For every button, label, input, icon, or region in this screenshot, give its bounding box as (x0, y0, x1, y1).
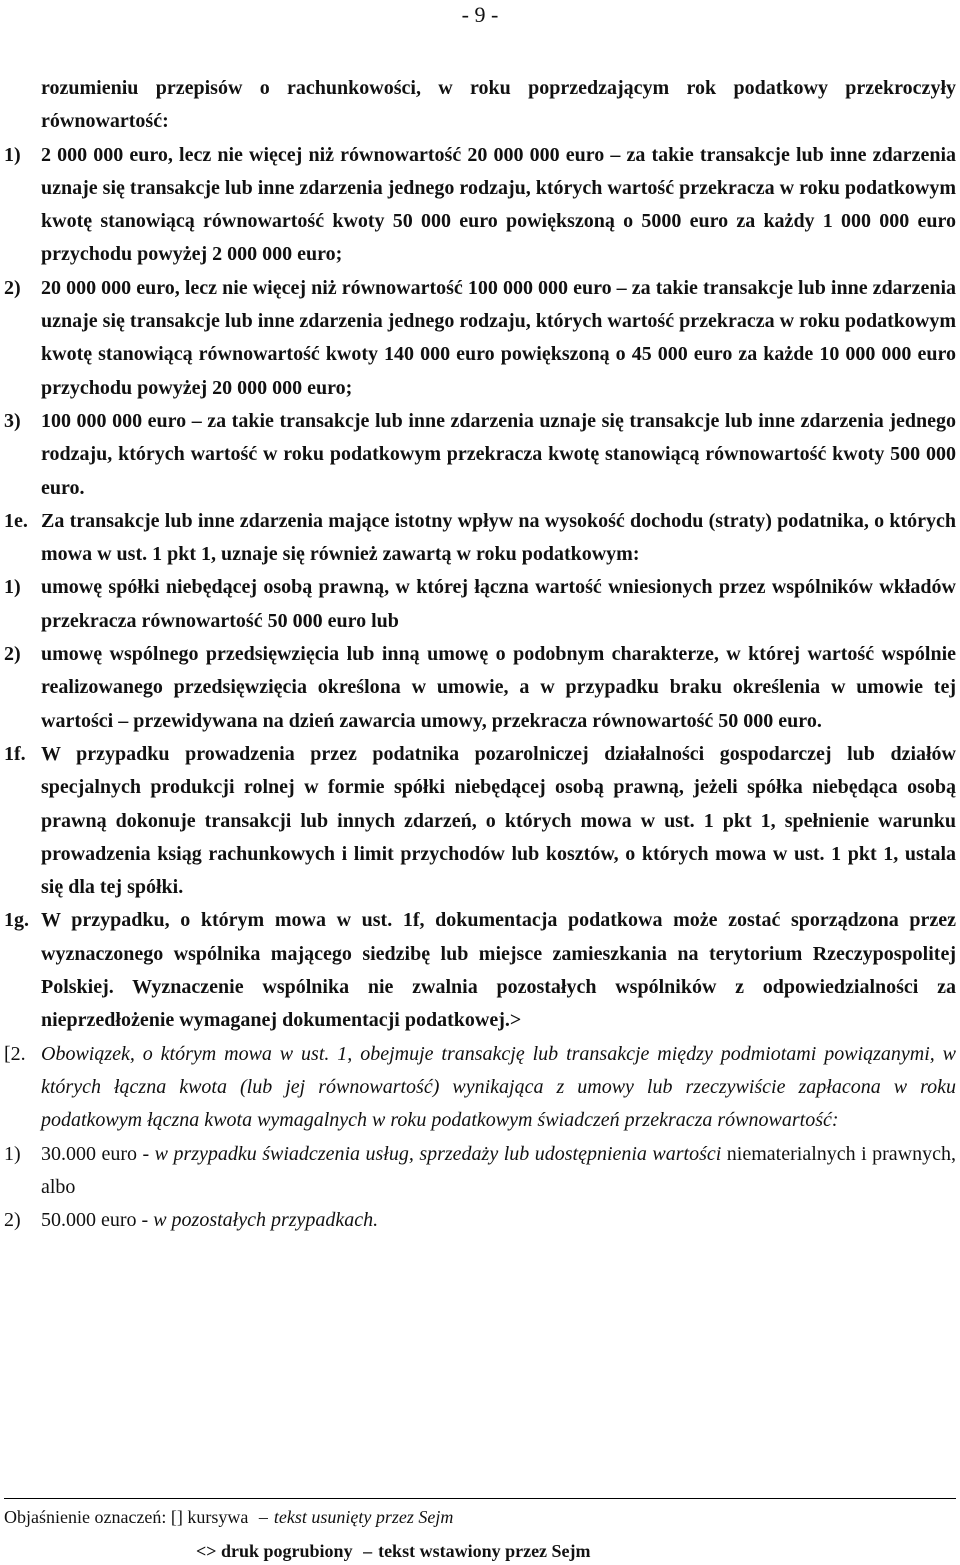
list-item (4, 1204, 956, 1237)
list-item (4, 638, 956, 738)
legend-symbols: <> druk pogrubiony (196, 1541, 353, 1561)
list-item-number: 1) (4, 576, 21, 599)
paragraph-1e (4, 505, 956, 572)
list-item-text: 2 000 000 euro, lecz nie więcej niż równowartość 20 000 000 euro – za takie transakcje lub inne zdarzenia uznaje się transakcje lub inne zdarzenia jednego rodzaju, których wartość przekracza w roku podatkowym kwotę stanowiącą równowartość kwoty 50 000 euro powiększoną o 5000 euro za każdy 1 000 000 euro przychodu powyżej 2 000 000 euro; (41, 143, 956, 266)
list-item (4, 1138, 956, 1205)
paragraph-text: Obowiązek, o którym mowa w ust. 1, obejmuje transakcję lub transakcje między podmiotami powiązanymi, w których łączna kwota (lub jej równowartość) wynikająca z umowy lub rzeczywiście zapłacona w roku podatkowym łączna kwota wymagalnych w roku podatkowym świadczeń przekracza równowartość: (41, 1042, 956, 1132)
amount-list (4, 1138, 956, 1238)
list-item-text: 100 000 000 euro – za takie transakcje lub inne zdarzenia uznaje się transakcje lub inne zdarzenia jednego rodzaju, których wartość w roku podatkowym przekracza kwotę stanowiącą równowartość kwoty 500 000 euro. (41, 409, 956, 499)
document-body (4, 72, 956, 1237)
list-item-number: 1) (4, 1142, 21, 1165)
list-item-text: 20 000 000 euro, lecz nie więcej niż równowartość 100 000 000 euro – za takie transakcje lub inne zdarzenia uznaje się transakcje lub inne zdarzenia jednego rodzaju, których wartość przekracza w roku podatkowym kwotę stanowiącą równowartość kwoty 140 000 euro powiększoną o 45 000 euro za każde 10 000 000 euro przychodu powyżej 20 000 000 euro; (41, 276, 956, 399)
legend-dash: – (363, 1541, 373, 1561)
list-item-number: 2) (4, 1209, 21, 1232)
list-item-number: 3) (4, 409, 21, 432)
legend-dash: – (258, 1507, 268, 1527)
italic-text: w pozostałych przypadkach. (153, 1209, 379, 1232)
paragraph-number: 1g. (4, 909, 29, 932)
paragraph-number: 1e. (4, 509, 28, 532)
agreement-list (4, 571, 956, 737)
legend-inserted-text: tekst wstawiony przez Sejm (378, 1541, 591, 1561)
list-item (4, 272, 956, 405)
list-item (4, 139, 956, 272)
paragraph-1f (4, 738, 956, 904)
list-item-text (41, 1204, 956, 1237)
page-number: - 9 - (461, 2, 499, 27)
list-item-number: 2) (4, 276, 21, 299)
amount-text: 30.000 euro - (41, 1142, 155, 1165)
list-item-number: 1) (4, 143, 21, 166)
paragraph-number: [2. (4, 1042, 26, 1065)
legend-label: Objaśnienie oznaczeń: (4, 1507, 167, 1527)
paragraph-2 (4, 1038, 956, 1138)
list-item-text: umowę spółki niebędącej osobą prawną, w której łączna wartość wniesionych przez wspólników wkładów przekracza równowartość 50 000 euro lub (41, 576, 956, 632)
italic-text: w przypadku świadczenia usług, sprzedaży lub udostępnienia wartości (154, 1142, 722, 1165)
paragraph-1g (4, 904, 956, 1037)
paragraph-text: W przypadku prowadzenia przez podatnika pozarolniczej działalności gospodarczej lub działów specjalnych produkcji rolnej w formie spółki niebędącej osobą prawną, jeżeli spółka niebędąca osobą prawną dokonuje transakcji lub innych zdarzeń, o których mowa w ust. 1 pkt 1, spełnienie warunku prowadzenia ksiąg rachunkowych i limit przychodów lub kosztów, o których mowa w ust. 1 pkt 1, ustala się dla tej spółki. (41, 742, 956, 899)
paragraph-text: Za transakcje lub inne zdarzenia mające istotny wpływ na wysokość dochodu (straty) podatnika, o których mowa w ust. 1 pkt 1, uznaje się również zawartą w roku podatkowym: (41, 509, 956, 566)
paragraph-text: W przypadku, o którym mowa w ust. 1f, dokumentacja podatkowa może zostać sporządzona przez wyznaczonego wspólnika mającego siedzibę lub miejsce zamieszkania na terytorium Rzeczypospolitej Polskiej. Wyznaczenie wspólnika nie zwalnia pozostałych wspólników z odpowiedzialności za nieprzedłożenie wymaganej dokumentacji podatkowej.> (41, 909, 956, 1032)
plain-text: niematerialnych i prawnych, albo (41, 1142, 956, 1198)
list-item (4, 571, 956, 638)
list-item-number: 2) (4, 643, 21, 666)
list-item (4, 405, 956, 505)
paragraph-number: 1f. (4, 742, 26, 765)
amount-text: 50.000 euro - (41, 1209, 154, 1232)
legend-removed-text: tekst usunięty przez Sejm (273, 1507, 454, 1527)
legend-footer (4, 1498, 956, 1563)
legend-brackets: [] kursywa (170, 1507, 249, 1527)
threshold-list (4, 139, 956, 505)
legend-line-removed (4, 1499, 956, 1529)
intro-paragraph: rozumieniu przepisów o rachunkowości, w roku poprzedzającym rok podatkowy przekroczyły równowartość: (41, 77, 956, 133)
legend-line-inserted (4, 1529, 956, 1563)
list-item-text: umowę wspólnego przedsięwzięcia lub inną umowę o podobnym charakterze, w której wartość wspólnie realizowanego przedsięwzięcia określona w umowie, a w przypadku braku określenia w umowie tej wartości – przewidywana na dzień zawarcia umowy, przekracza równowartość 50 000 euro. (41, 643, 956, 732)
list-item-text (41, 1138, 956, 1205)
